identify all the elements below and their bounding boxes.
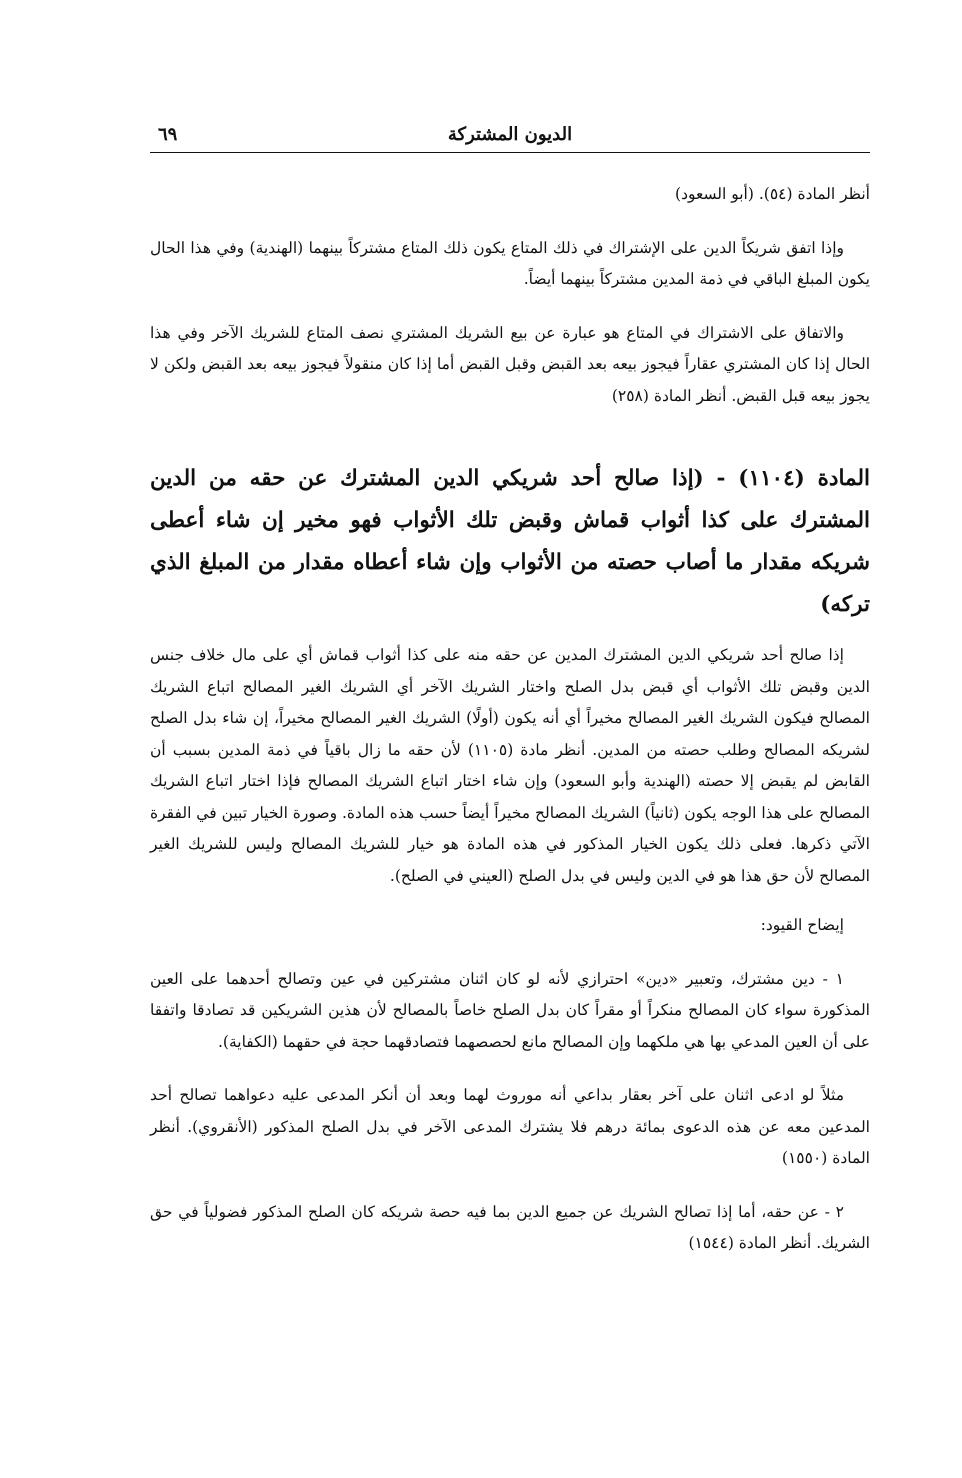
clarification-item-1: ١ - دين مشترك، وتعبير «دين» احترازي لأنه لو كان اثنان مشتركين في عين وتصالح أحدهما على العين المذكورة سواء كان المصالح منكراً أو مقراً كان بدل الصلح خاصاً بالمصالح لأن هذين الشريكين قد تصادقا واتفقا على أن العين المدعي بها هي ملكهما وإن المصالح مانع لحصصهما فتصادقهما حجة في حقهما (الكفاية). xyxy=(150,969,870,1051)
reference-line: أنظر المادة (٥٤). (أبو السعود) xyxy=(675,185,870,203)
header-title: الديون المشتركة xyxy=(447,124,573,145)
clarification-example: مثلاً لو ادعى اثنان على آخر بعقار بداعي أنه موروث لهما وبعد أن أنكر المدعى عليه دعواهما تصالح أحد المدعين معه عن هذه الدعوى بمائة درهم فلا يشترك المدعى الآخر في بدل الصلح المذكور (الأنقروي). أنظر المادة (١٥٥٠) xyxy=(150,1086,870,1167)
document-page xyxy=(150,118,870,1260)
paragraph-sale: والاتفاق على الاشتراك في المتاع هو عبارة عن بيع الشريك المشتري نصف المتاع للشريك الآخر وفي هذا الحال إذا كان المشتري عقاراً فيجوز بيعه بعد القبض وقبل القبض أما إذا كان منقولاً فيجوز بيعه بعد القبض ولكن لا يجوز بيعه قبل القبض. أنظر المادة (٢٥٨) xyxy=(150,323,870,405)
commentary-paragraph: إذا صالح أحد شريكي الدين المشترك المدين عن حقه منه على كذا أثواب قماش أي على مال خلاف جنس الدين وقبض تلك الأثواب أي قبض بدل الصلح واختار الشريك الآخر أي الشريك الغير المصالح اتباع الشريك المصالح فيكون الشريك الغير المصالح مخيراً أي أنه يكون (أولًا) الشريك الغير المصالح مخيراً، إن شاء بدل الصلح لشريكه المصالح وطلب حصته من المدين. أنظر مادة (١١٠٥) لأن حقه ما زال باقياً في ذمة المدين بسبب أن القابض لم يقبض إلا حصته (الهندية وأبو السعود) وإن شاء اختار اتباع الشريك المصالح فإذا اختار اتباع الشريك المصالح على هذا الوجه يكون (ثانياً) الشريك المصالح مخيراً أيضاً حسب هذه المادة. وصورة الخيار تبين في الفقرة الآتي ذكرها. فعلى ذلك يكون الخيار المذكور في هذه المادة هو خيار للشريك المصالح وليس للشريك الغير المصالح لأن حق هذا هو في الدين وليس في بدل الصلح (العيني في الصلح). xyxy=(150,646,870,885)
paragraph-agreement: وإذا اتفق شريكاً الدين على الإشتراك في ذلك المتاع يكون ذلك المتاع مشتركاً بينهما (الهندية) وفي هذا الحال يكون المبلغ الباقي في ذمة المدين مشتركاً بينهما أيضاً. xyxy=(150,238,870,288)
article-text: المادة (١١٠٤) - (إذا صالح أحد شريكي الدين المشترك عن حقه من الدين المشترك على كذا أثواب قماش وقبض تلك الأثواب فهو مخير إن شاء أعطى شريكه مقدار ما أصاب حصته من الأثواب وإن شاء أعطاه مقدار من المبلغ الذي تركه) xyxy=(150,466,870,617)
clarification-label: إيضاح القيود: xyxy=(760,916,844,934)
running-header xyxy=(150,118,870,153)
clarification-item-2: ٢ - عن حقه، أما إذا تصالح الشريك عن جميع الدين بما فيه حصة شريكه كان الصلح المذكور فضولياً في حق الشريك. أنظر المادة (١٥٤٤) xyxy=(150,1202,870,1252)
page-number: ٦٩ xyxy=(158,124,178,145)
